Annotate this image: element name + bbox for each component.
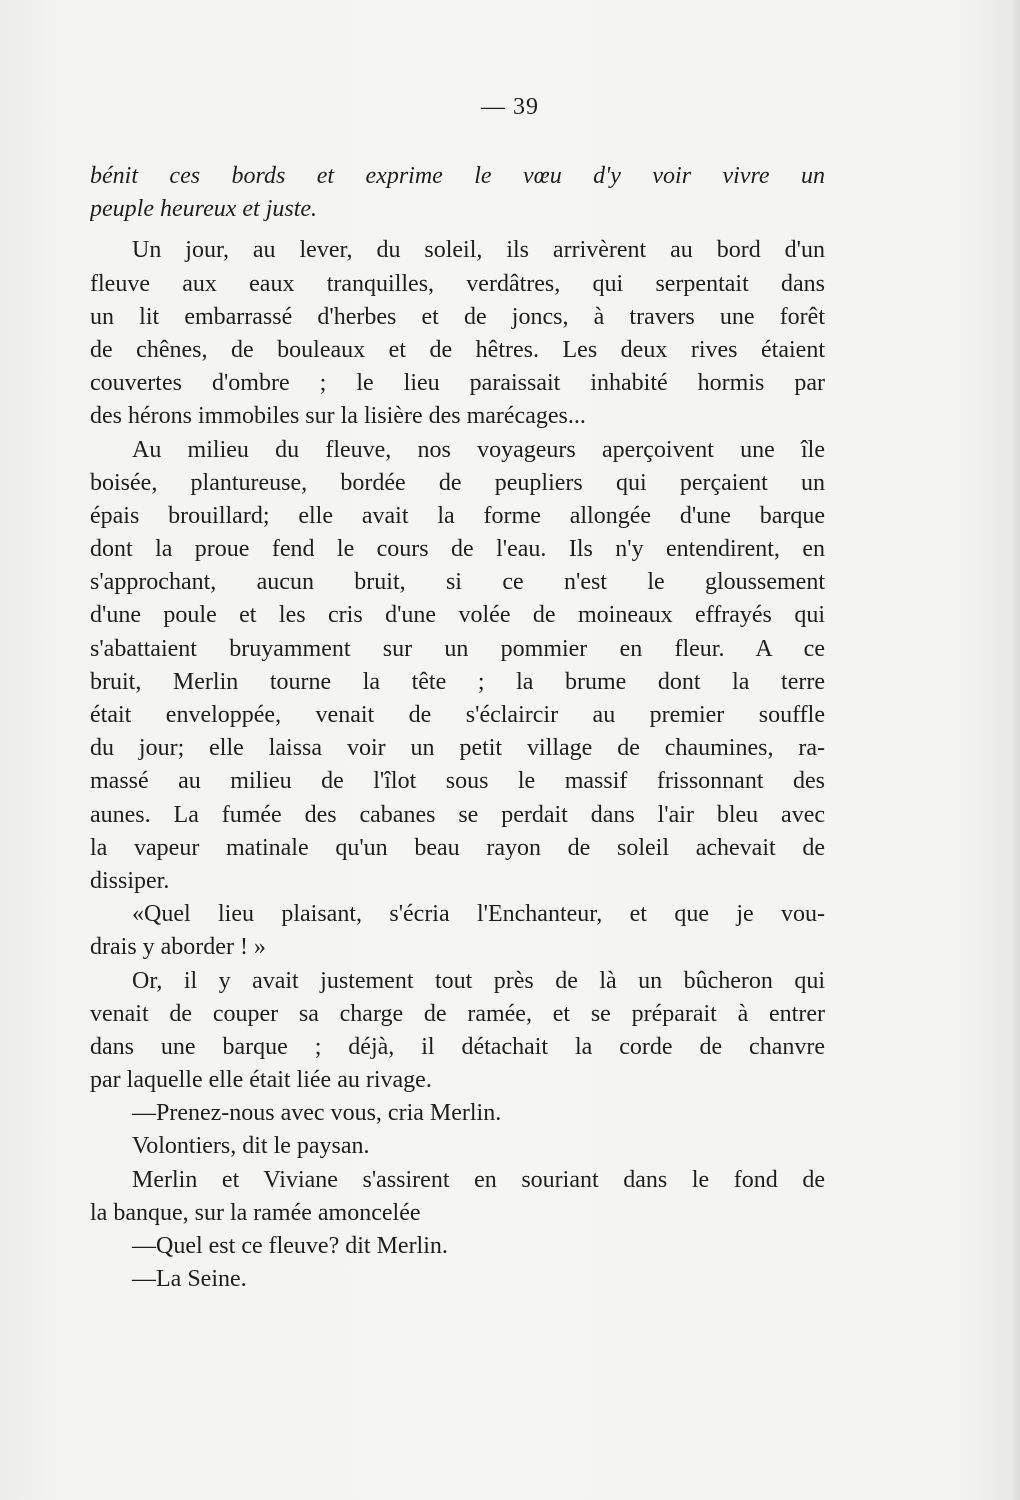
text-line: dont la proue fend le cours de l'eau. Ils n'y entendirent, en	[90, 536, 825, 563]
text-line: du jour; elle laissa voir un petit village de chaumines, ra-	[90, 735, 825, 762]
text-line: bruit, Merlin tourne la tête ; la brume dont la terre	[90, 668, 825, 695]
text-line: s'approchant, aucun bruit, si ce n'est le gloussement	[90, 569, 825, 596]
text-line: —Quel est ce fleuve? dit Merlin.	[132, 1233, 448, 1259]
text-line: Merlin et Viviane s'assirent en souriant dans le fond de	[132, 1166, 825, 1193]
text-line: d'une poule et les cris d'une volée de moineaux effrayés qui	[90, 602, 825, 629]
text-line: Volontiers, dit le paysan.	[132, 1133, 370, 1160]
text-line: Or, il y avait justement tout près de là un bûcheron qui	[132, 967, 825, 994]
text-line: bénit ces bords et exprime le vœu d'y voir vivre un	[90, 163, 825, 189]
text-line: drais y aborder ! »	[90, 934, 266, 961]
text-line: peuple heureux et juste.	[90, 196, 318, 223]
text-line: s'abattaient bruyamment sur un pommier en fleur. A ce	[90, 635, 825, 662]
text-line: venait de couper sa charge de ramée, et se préparait à entrer	[90, 1000, 825, 1027]
text-line: Un jour, au lever, du soleil, ils arrivèrent au bord d'un	[132, 237, 825, 264]
text-line: boisée, plantureuse, bordée de peupliers qui perçaient un	[90, 469, 825, 496]
text-line: par laquelle elle était liée au rivage.	[90, 1067, 432, 1094]
page-number: — 39	[481, 94, 539, 120]
text-line: —Prenez-nous avec vous, cria Merlin.	[132, 1100, 502, 1127]
text-line: la vapeur matinale qu'un beau rayon de soleil achevait de	[90, 834, 825, 861]
text-line: dissiper.	[90, 867, 170, 894]
text-line: de chênes, de bouleaux et de hêtres. Les deux rives étaient	[90, 336, 825, 363]
text-line: Au milieu du fleuve, nos voyageurs aperçoivent une île	[132, 436, 825, 463]
text-line: —La Seine.	[132, 1266, 247, 1293]
text-line: aunes. La fumée des cabanes se perdait dans l'air bleu avec	[90, 801, 825, 828]
text-line: des hérons immobiles sur la lisière des marécages...	[90, 403, 586, 430]
body-text	[90, 160, 825, 1296]
text-line: un lit embarrassé d'herbes et de joncs, à travers une forêt	[90, 303, 825, 330]
text-line: fleuve aux eaux tranquilles, verdâtres, qui serpentait dans	[90, 270, 825, 297]
text-line: «Quel lieu plaisant, s'écria l'Enchanteur, et que je vou-	[132, 901, 825, 928]
text-line: la banque, sur la ramée amoncelée	[90, 1199, 421, 1226]
text-line: épais brouillard; elle avait la forme allongée d'une barque	[90, 502, 825, 529]
text-line: massé au milieu de l'îlot sous le massif frissonnant des	[90, 768, 825, 795]
text-line: était enveloppée, venait de s'éclaircir au premier souffle	[90, 702, 825, 728]
page-edge-shadow	[1010, 0, 1020, 1500]
text-line: dans une barque ; déjà, il détachait la corde de chanvre	[90, 1033, 825, 1060]
text-line: couvertes d'ombre ; le lieu paraissait inhabité hormis par	[90, 370, 825, 397]
